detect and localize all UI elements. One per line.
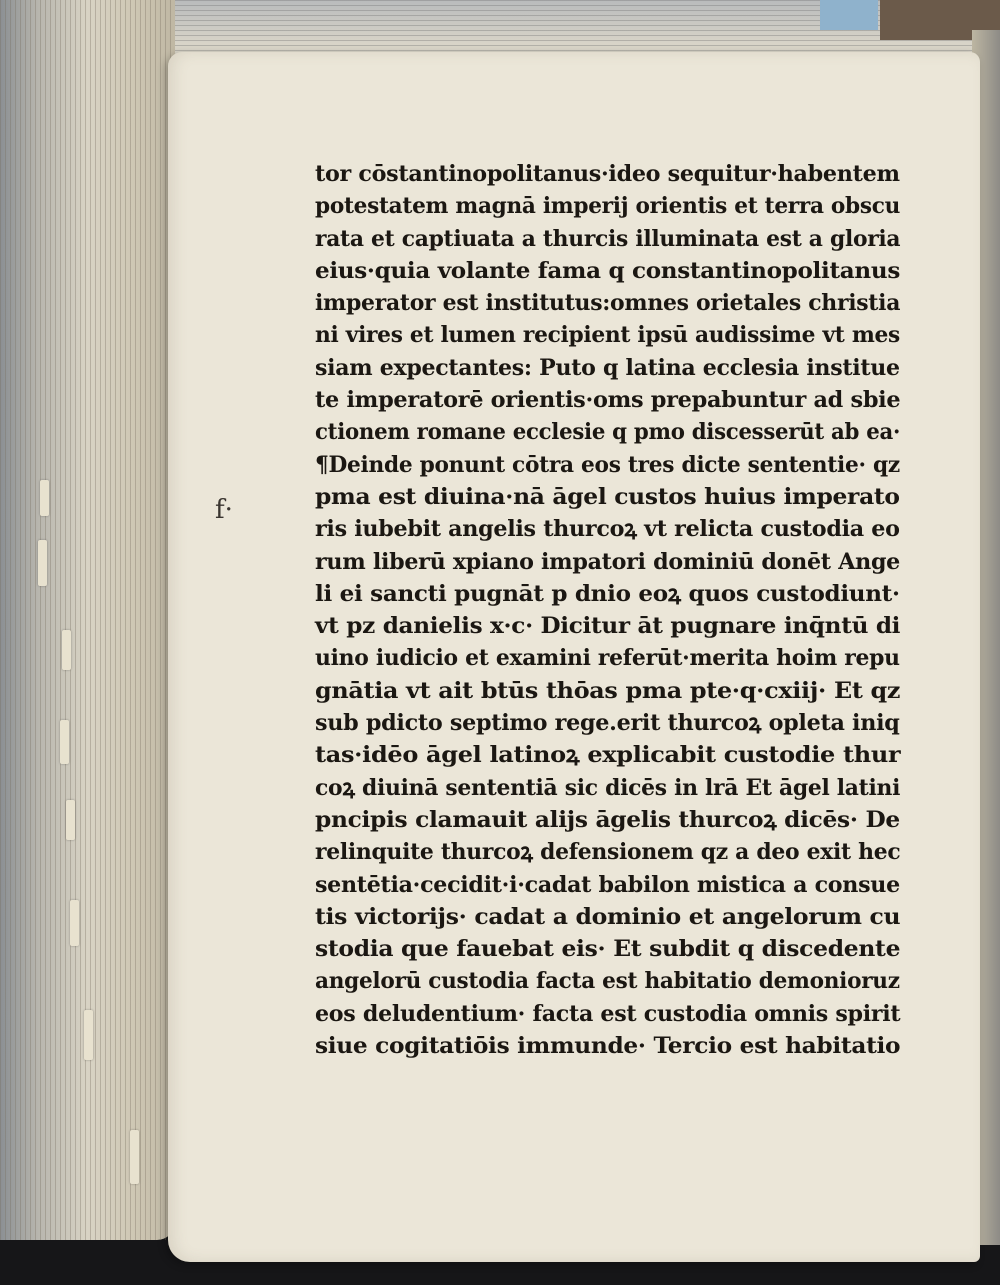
text-line: gnātia vt ait btūs thōas pma pte·q·cxiij· Et qz <box>315 677 901 704</box>
text-line: vt pz danielis x·c· Dicitur āt pugnare inq̄ntū di <box>315 613 901 640</box>
text-line: li ei sancti pugnāt p dnio eoꝝ quos custodiunt· <box>315 580 900 607</box>
text-line: eius·quia volante fama q constantinopolitanus <box>315 257 900 284</box>
text-line: tas·idēo āgel latinoꝝ explicabit custodie thur <box>315 742 901 769</box>
text-line: tor cōstantinopolitanus·ideo sequitur·habentem <box>315 161 900 187</box>
text-line: ¶Deinde ponunt cōtra eos tres dicte sententie· qz <box>315 451 900 478</box>
text-line: pma est diuina·nā āgel custos huius imperato <box>315 483 900 510</box>
text-line: tis victorijs· cadat a dominio et angelorum cu <box>315 903 901 930</box>
text-line: eos deludentium· facta est custodia omnis spirit <box>315 1000 901 1027</box>
text-line: coꝝ diuinā sententiā sic dicēs in lrā Et āgel latini <box>315 774 901 801</box>
text-line: siam expectantes: Puto q latina ecclesia institue <box>315 354 900 381</box>
text-line: relinquite thurcoꝝ defensionem qz a deo exit hec <box>315 839 901 866</box>
text-line: sentētia·cecidit·i·cadat babilon mistica a consue <box>315 871 900 898</box>
blackletter-text-block <box>315 158 905 1062</box>
blue-tab-marker <box>820 0 878 30</box>
text-line: rata et captiuata a thurcis illuminata est a gloria <box>315 225 901 252</box>
text-line: pncipis clamauit alijs āgelis thurcoꝝ dicēs· De <box>315 806 900 833</box>
marginal-annotation: f· <box>215 495 233 525</box>
text-line: ris iubebit angelis thurcoꝝ vt relicta custodia eo <box>315 516 900 543</box>
text-line: uino iudicio et examini referūt·merita hoim repu <box>315 645 900 672</box>
text-line: siue cogitatiōis immunde· Tercio est habitatio <box>315 1033 901 1060</box>
text-line: rum liberū xpiano impatori dominiū donēt Ange <box>315 548 901 575</box>
text-line: ni vires et lumen recipient ipsū audissime vt mes <box>315 322 900 349</box>
text-line: potestatem magnā imperij orientis et terra obscu <box>315 193 901 220</box>
text-line: imperator est institutus:omnes orietales christia <box>315 290 901 317</box>
text-line: sub pdicto septimo rege.erit thurcoꝝ opleta iniq <box>315 710 900 737</box>
text-line: stodia que fauebat eis· Et subdit q discedente <box>315 936 901 963</box>
text-line: te imperatorē orientis·oms prepabuntur ad sbie <box>315 387 901 414</box>
text-line: angelorū custodia facta est habitatio demonioruz <box>315 968 900 995</box>
text-line: ctionem romane ecclesie q pmo discesserūt ab ea· <box>315 419 901 446</box>
